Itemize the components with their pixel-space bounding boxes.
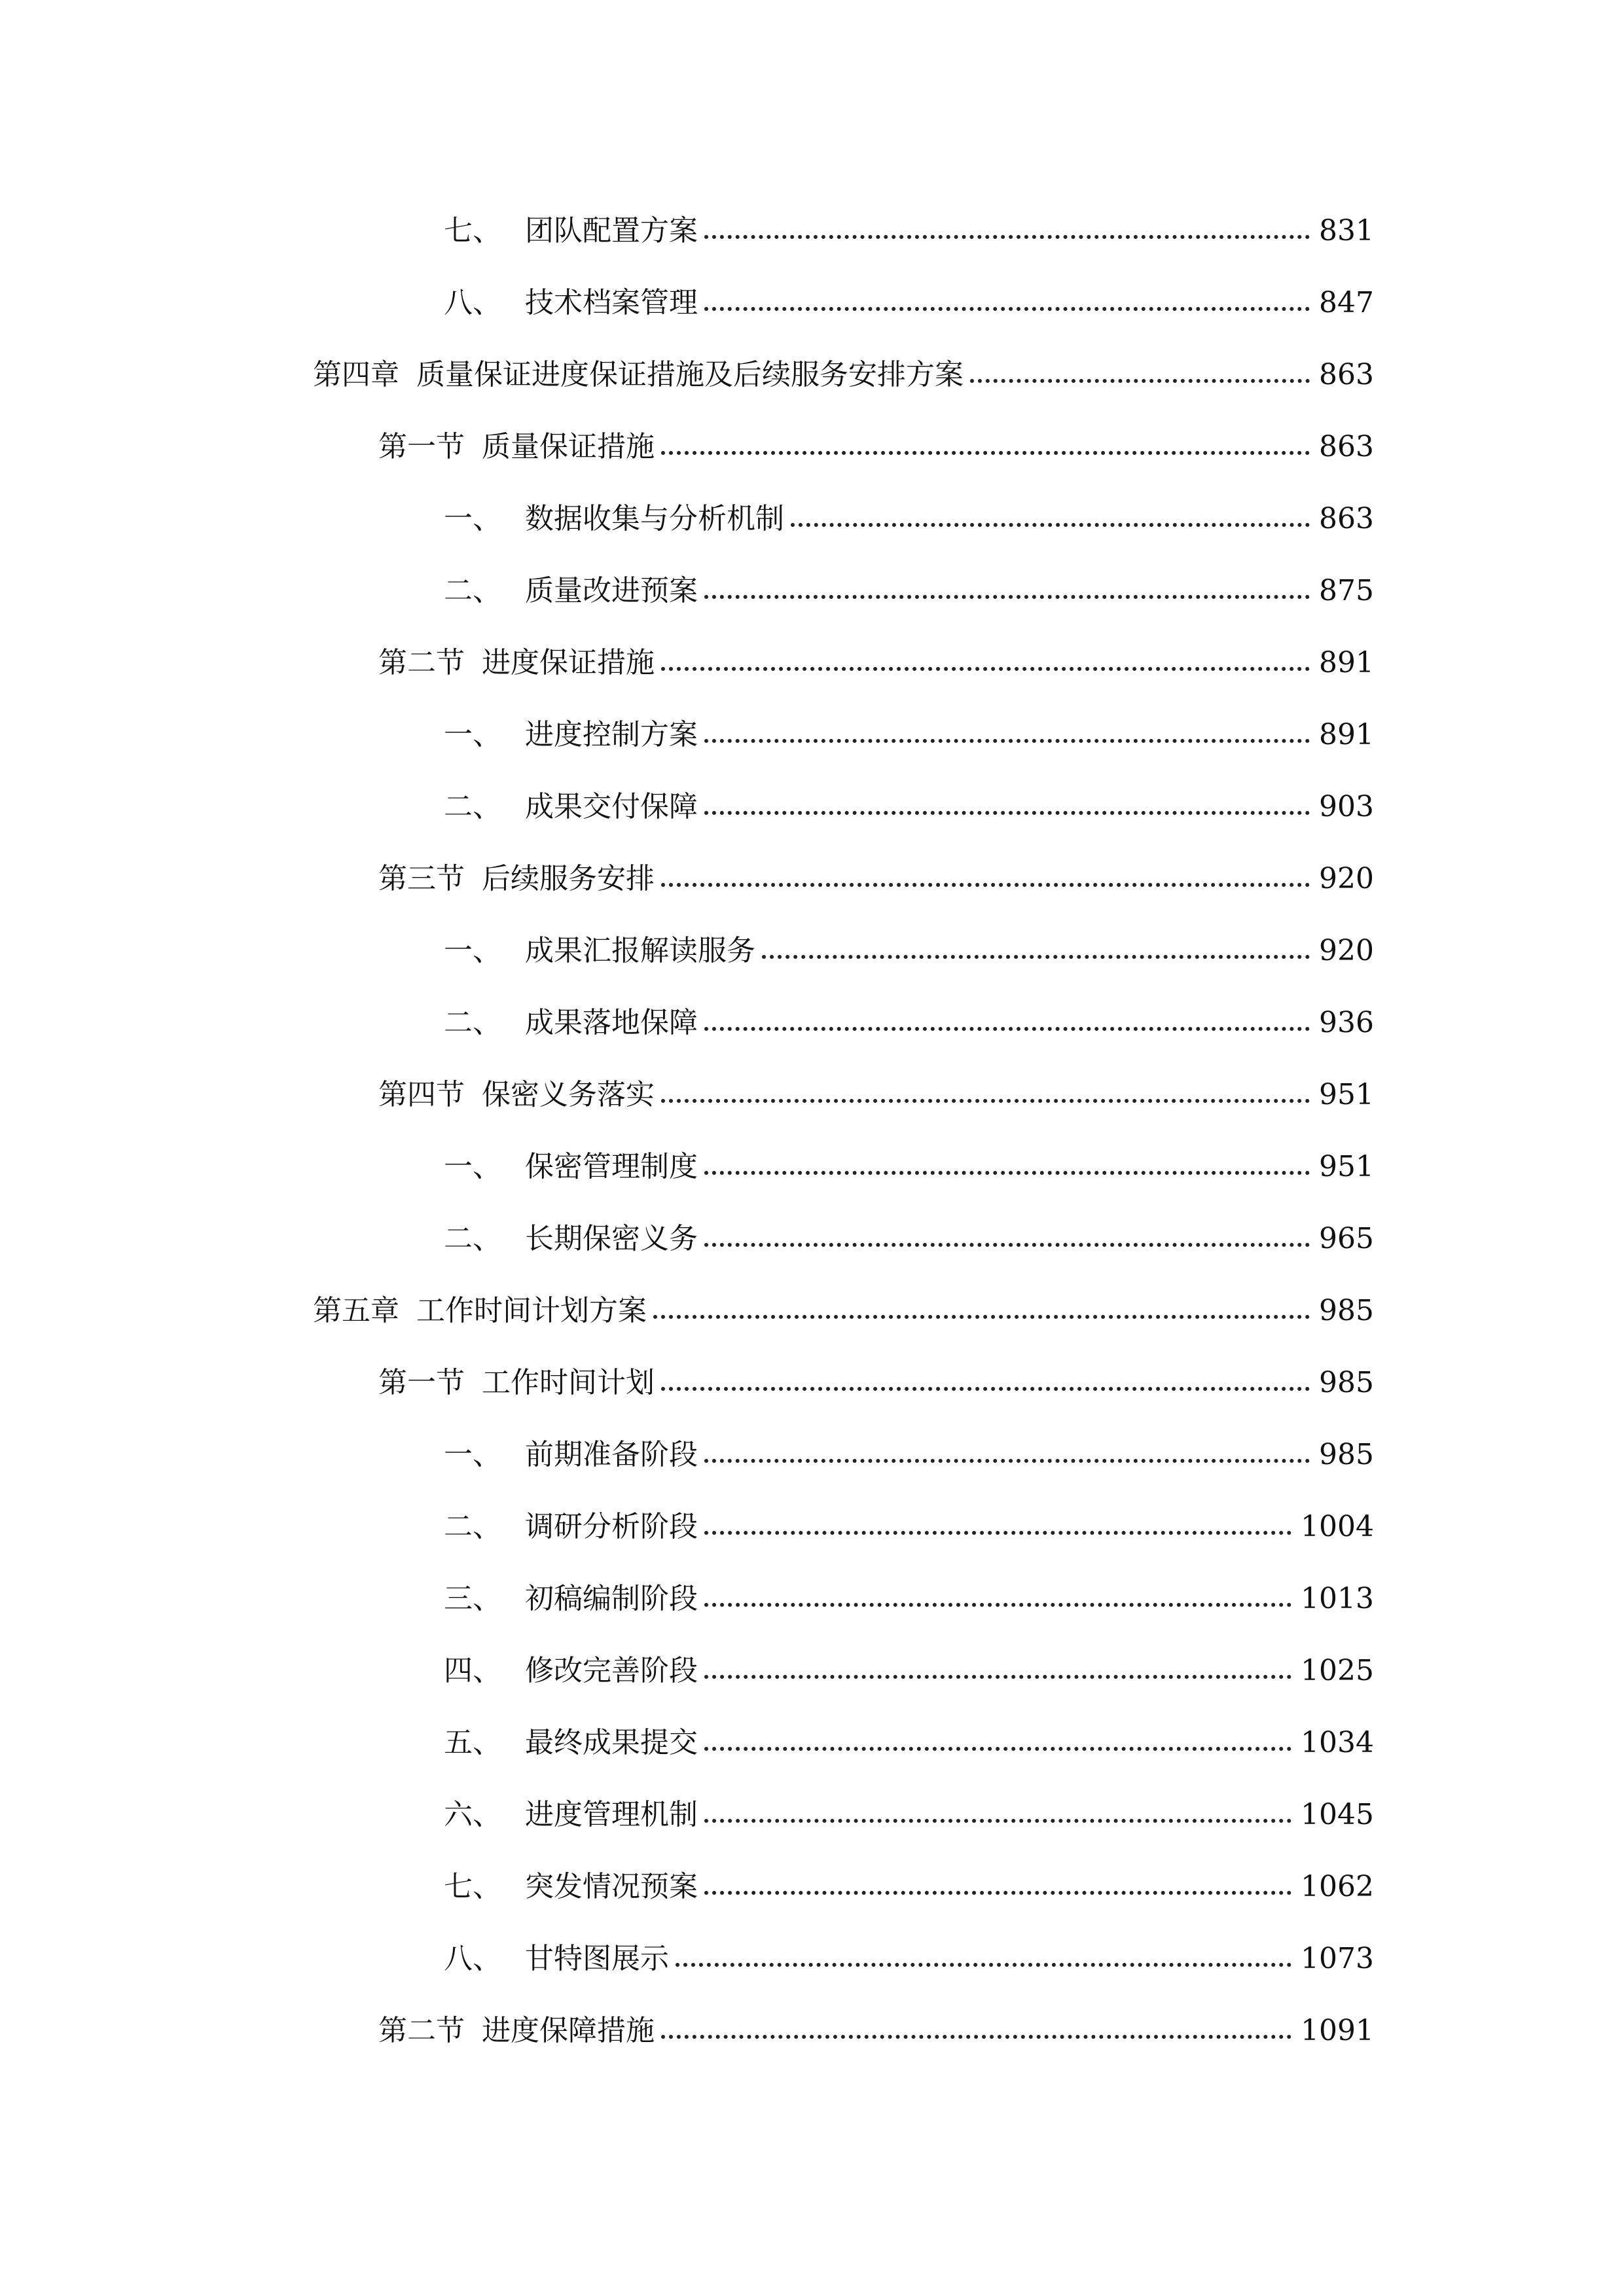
toc-entry-label [378,862,1319,895]
toc-entry-number: 第二节 [378,2014,465,2047]
toc-entry-label [444,718,1319,751]
toc-entry-number: 四、 [444,1654,501,1687]
toc-entry-number: 二、 [444,1222,501,1255]
toc-entry-label [313,1294,1319,1327]
toc-entry[interactable] [0,915,1624,987]
toc-entry-number: 七、 [444,1870,501,1903]
toc-entry-label [444,1510,1301,1543]
toc-entry-label [444,1222,1319,1255]
toc-entry-number: 二、 [444,574,501,607]
toc-entry[interactable] [0,483,1624,555]
toc-entry[interactable] [0,267,1624,339]
toc-entry-number: 八、 [444,1942,501,1975]
toc-entry-page-number: 985 [1319,1294,1374,1327]
toc-entry-title: 成果落地保障 [525,1006,698,1039]
toc-entry-page-number: 951 [1319,1078,1374,1111]
toc-entry[interactable] [0,555,1624,627]
dot-leader [704,1794,1291,1823]
toc-entry-title: 工作时间计划方案 [416,1294,647,1327]
dot-leader [704,210,1310,239]
toc-entry-number: 七、 [444,214,501,247]
toc-entry-number: 二、 [444,1510,501,1543]
toc-entry-title: 修改完善阶段 [525,1654,698,1687]
toc-entry-page-number: 965 [1319,1222,1374,1255]
toc-entry-number: 第一节 [378,430,465,463]
toc-entry-title: 团队配置方案 [525,214,698,247]
toc-entry-title: 工作时间计划 [482,1366,655,1399]
toc-entry-title: 突发情况预案 [525,1870,698,1903]
toc-entry-label [444,1582,1301,1615]
dot-leader [704,1650,1291,1679]
toc-entry-page-number: 1091 [1301,2014,1374,2047]
toc-entry-page-number: 1034 [1301,1726,1374,1759]
toc-entry-number: 一、 [444,718,501,751]
dot-leader [661,858,1310,887]
toc-entry-title: 进度保证措施 [482,646,655,679]
toc-entry-label [444,1150,1319,1183]
toc-entry[interactable] [0,1203,1624,1275]
toc-entry-title: 质量保证进度保证措施及后续服务安排方案 [416,358,964,391]
toc-entry[interactable] [0,195,1624,267]
toc-entry[interactable] [0,339,1624,411]
dot-leader [704,1434,1310,1463]
toc-entry[interactable] [0,1419,1624,1491]
toc-entry[interactable] [0,1923,1624,1995]
toc-entry-number: 一、 [444,1438,501,1471]
dot-leader [704,1218,1310,1247]
toc-entry-title: 质量保证措施 [482,430,655,463]
dot-leader [704,1146,1310,1175]
toc-entry-number: 第五章 [313,1294,399,1327]
toc-entry-title: 技术档案管理 [525,286,698,319]
toc-entry-page-number: 831 [1319,214,1374,247]
toc-entry[interactable] [0,1347,1624,1419]
toc-entry-label [444,502,1319,535]
dot-leader [653,1290,1310,1319]
toc-entry-number: 一、 [444,502,501,535]
toc-entry[interactable] [0,1779,1624,1851]
toc-entry-title: 进度控制方案 [525,718,698,751]
toc-entry-title: 保密义务落实 [482,1078,655,1111]
dot-leader [704,570,1310,599]
toc-entry-label [378,646,1319,679]
toc-entry-title: 成果交付保障 [525,790,698,823]
toc-entry-title: 长期保密义务 [525,1222,698,1255]
toc-entry-label [444,1798,1301,1831]
toc-entry-page-number: 1013 [1301,1582,1374,1615]
dot-leader [970,354,1310,383]
toc-entry-number: 第二节 [378,646,465,679]
toc-entry-page-number: 985 [1319,1438,1374,1471]
toc-entry-page-number: 920 [1319,862,1374,895]
toc-entry-page-number: 1062 [1301,1870,1374,1903]
toc-entry-title: 甘特图展示 [525,1942,669,1975]
dot-leader [762,930,1310,959]
dot-leader [704,282,1310,311]
toc-entry-label [444,1654,1301,1687]
toc-entry-label [378,430,1319,463]
toc-entry[interactable] [0,627,1624,699]
table-of-contents [0,195,1624,2067]
dot-leader [704,1722,1291,1751]
toc-entry-label [444,214,1319,247]
toc-entry-page-number: 1045 [1301,1798,1374,1831]
toc-entry-page-number: 863 [1319,502,1374,535]
toc-entry-label [444,790,1319,823]
toc-entry[interactable] [0,1995,1624,2067]
toc-entry-number: 二、 [444,1006,501,1039]
toc-entry-title: 进度管理机制 [525,1798,698,1831]
toc-entry[interactable] [0,1491,1624,1563]
dot-leader [661,642,1310,671]
toc-entry-page-number: 1025 [1301,1654,1374,1687]
toc-entry-page-number: 863 [1319,358,1374,391]
toc-entry-page-number: 875 [1319,574,1374,607]
toc-entry[interactable] [0,987,1624,1059]
dot-leader [704,1578,1291,1607]
dot-leader [704,1002,1310,1031]
toc-entry-page-number: 985 [1319,1366,1374,1399]
dot-leader [661,426,1310,455]
toc-entry-number: 三、 [444,1582,501,1615]
toc-entry[interactable] [0,1131,1624,1203]
toc-entry-page-number: 1073 [1301,1942,1374,1975]
dot-leader [661,2010,1291,2039]
dot-leader [791,498,1310,527]
dot-leader [704,1866,1291,1895]
toc-entry-page-number: 903 [1319,790,1374,823]
toc-entry-page-number: 1004 [1301,1510,1374,1543]
toc-entry-label [378,1366,1319,1399]
toc-entry-title: 初稿编制阶段 [525,1582,698,1615]
toc-entry-label [444,1942,1301,1975]
toc-entry-number: 一、 [444,1150,501,1183]
dot-leader [676,1938,1291,1967]
toc-entry-title: 调研分析阶段 [525,1510,698,1543]
toc-entry[interactable] [0,699,1624,771]
toc-entry-label [378,2014,1301,2047]
toc-entry[interactable] [0,411,1624,483]
toc-entry-page-number: 891 [1319,646,1374,679]
toc-entry-title: 最终成果提交 [525,1726,698,1759]
toc-entry-label [444,1726,1301,1759]
toc-entry-title: 数据收集与分析机制 [525,502,784,535]
toc-entry-label [444,286,1319,319]
toc-entry-number: 第三节 [378,862,465,895]
toc-entry[interactable] [0,1707,1624,1779]
toc-entry-number: 一、 [444,934,501,967]
toc-entry-label [444,1006,1319,1039]
dot-leader [704,786,1310,815]
toc-entry-page-number: 863 [1319,430,1374,463]
dot-leader [661,1074,1310,1103]
toc-entry-page-number: 847 [1319,286,1374,319]
toc-entry[interactable] [0,843,1624,915]
toc-entry-label [444,934,1319,967]
toc-entry-page-number: 951 [1319,1150,1374,1183]
toc-entry[interactable] [0,771,1624,843]
toc-entry-label [444,1870,1301,1903]
toc-entry-page-number: 891 [1319,718,1374,751]
toc-entry-number: 二、 [444,790,501,823]
toc-entry-number: 六、 [444,1798,501,1831]
toc-entry[interactable] [0,1563,1624,1635]
toc-entry-title: 后续服务安排 [482,862,655,895]
toc-entry-title: 成果汇报解读服务 [525,934,755,967]
dot-leader [704,714,1310,743]
toc-entry-number: 第四章 [313,358,399,391]
toc-entry-number: 五、 [444,1726,501,1759]
toc-entry-page-number: 936 [1319,1006,1374,1039]
toc-entry[interactable] [0,1275,1624,1347]
dot-leader [704,1506,1291,1535]
toc-entry-title: 保密管理制度 [525,1150,698,1183]
toc-entry-title: 前期准备阶段 [525,1438,698,1471]
dot-leader [661,1362,1310,1391]
toc-entry[interactable] [0,1059,1624,1131]
toc-entry-label [378,1078,1319,1111]
toc-entry-number: 第一节 [378,1366,465,1399]
toc-entry-label [444,574,1319,607]
toc-entry-title: 质量改进预案 [525,574,698,607]
toc-entry-label [313,358,1319,391]
toc-entry-title: 进度保障措施 [482,2014,655,2047]
toc-entry-number: 第四节 [378,1078,465,1111]
toc-entry[interactable] [0,1635,1624,1707]
toc-entry-page-number: 920 [1319,934,1374,967]
toc-entry-number: 八、 [444,286,501,319]
toc-entry[interactable] [0,1851,1624,1923]
toc-entry-label [444,1438,1319,1471]
